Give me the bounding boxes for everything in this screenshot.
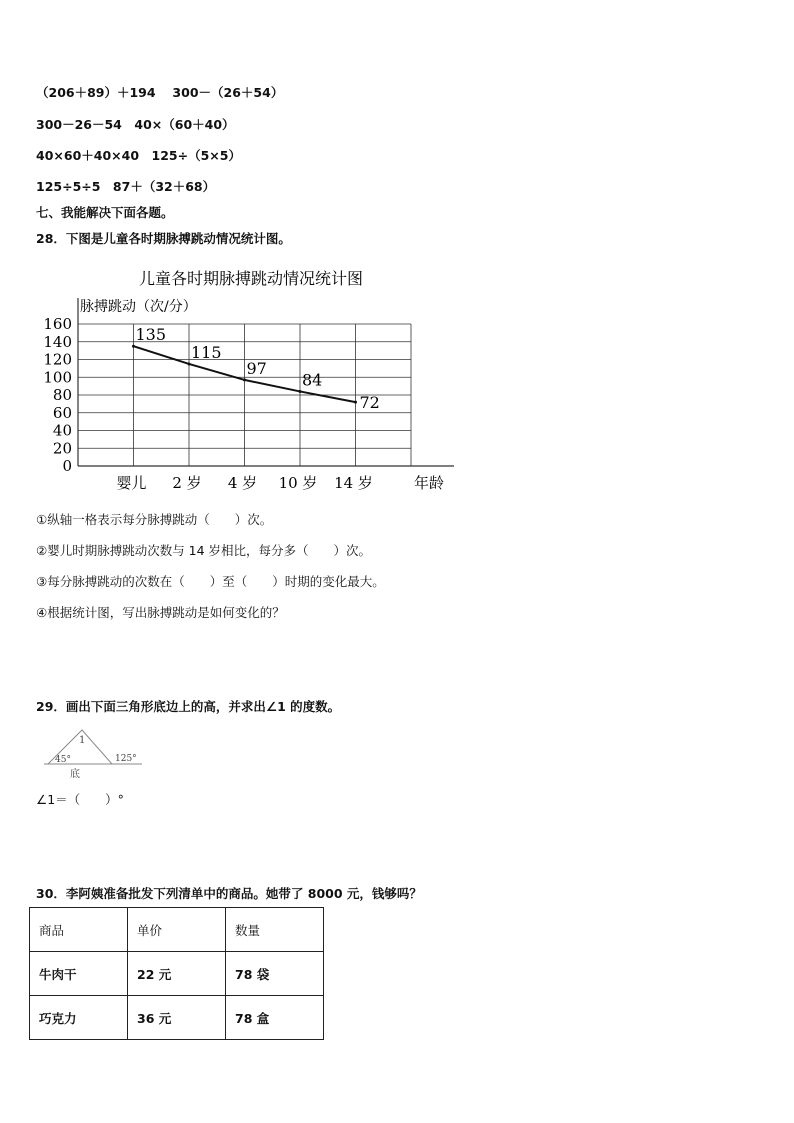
y-tick-label: 140: [43, 332, 72, 351]
x-tick-label: 婴儿: [116, 474, 147, 492]
y-tick-label: 60: [52, 403, 72, 422]
table-cell: 78 袋: [226, 952, 324, 996]
data-point: [299, 390, 302, 393]
angle-answer-line: ∠1＝（ ）°: [36, 792, 124, 807]
x-tick-label: 4 岁: [227, 474, 258, 492]
question-28-4: ④根据统计图，写出脉搏跳动是如何变化的？: [36, 605, 285, 620]
chart-title: 儿童各时期脉搏跳动情况统计图: [138, 269, 364, 288]
question-28-1: ①纵轴一格表示每分脉搏跳动（ ）次。: [36, 512, 273, 527]
table-cell: 22 元: [128, 952, 226, 996]
table-row: [30, 952, 324, 996]
table-cell: 巧克力: [30, 996, 128, 1040]
question-29-title: 29．画出下面三角形底边上的高，并求出∠1 的度数。: [36, 699, 341, 714]
pulse-line-chart: [36, 262, 466, 498]
triangle-figure: [40, 724, 150, 782]
question-30-title: 30．李阿姨准备批发下列清单中的商品。她带了 8000 元，钱够吗？: [36, 886, 422, 901]
y-tick-label: 80: [52, 386, 72, 404]
data-label: 97: [246, 358, 267, 378]
x-tick-label: 10 岁: [278, 474, 318, 492]
chart-y-axis-label: 脉搏跳动（次/分）: [80, 299, 197, 315]
data-label: 115: [191, 342, 222, 362]
data-point: [354, 401, 357, 404]
y-tick-label: 20: [52, 439, 72, 458]
data-label: 135: [135, 325, 167, 345]
table-cell: 牛肉干: [30, 952, 128, 996]
data-label: 84: [302, 370, 323, 390]
x-tick-label: 14 岁: [334, 474, 373, 492]
x-tick-label: 2 岁: [172, 474, 202, 492]
question-28-2: ②婴儿时期脉搏跳动次数与 14 岁相比，每分多（ ）次。: [36, 543, 372, 558]
data-point: [188, 362, 191, 365]
base-label: 底: [70, 769, 80, 780]
data-label: 72: [359, 393, 380, 413]
table-header-row: [30, 908, 324, 952]
table-row: [30, 996, 324, 1040]
table-cell: 36 元: [128, 996, 226, 1040]
y-tick-label: 0: [62, 457, 72, 475]
expression-line-3: 40×60＋40×40 125÷（5×5）: [36, 148, 241, 163]
angle-45-label: 45°: [55, 755, 71, 765]
y-tick-label: 40: [52, 421, 72, 440]
angle-125-label: 125°: [115, 754, 137, 764]
table-cell: 78 盒: [226, 996, 324, 1040]
expression-line-1: （206＋89）＋194 300－（26＋54）: [36, 85, 284, 100]
expression-line-4: 125÷5÷5 87＋（32＋68）: [36, 179, 216, 194]
table-header-quantity: 数量: [226, 908, 324, 952]
y-tick-label: 120: [43, 350, 72, 369]
table-header-goods: 商品: [30, 908, 128, 952]
question-28-3: ③每分脉搏跳动的次数在（ ）至（ ）时期的变化最大。: [36, 574, 385, 589]
question-28-title: 28．下图是儿童各时期脉搏跳动情况统计图。: [36, 231, 291, 246]
angle-1-label: 1: [79, 735, 86, 746]
y-tick-label: 160: [43, 315, 72, 333]
section-title: 七、我能解决下面各题。: [36, 205, 174, 220]
data-point: [243, 378, 246, 381]
chart-x-axis-label: 年龄: [413, 474, 445, 492]
data-point: [132, 345, 135, 348]
table-header-price: 单价: [128, 908, 226, 952]
y-tick-label: 100: [43, 368, 72, 387]
expression-line-2: 300－26－54 40×（60＋40）: [36, 117, 235, 132]
goods-table: [29, 907, 324, 1040]
